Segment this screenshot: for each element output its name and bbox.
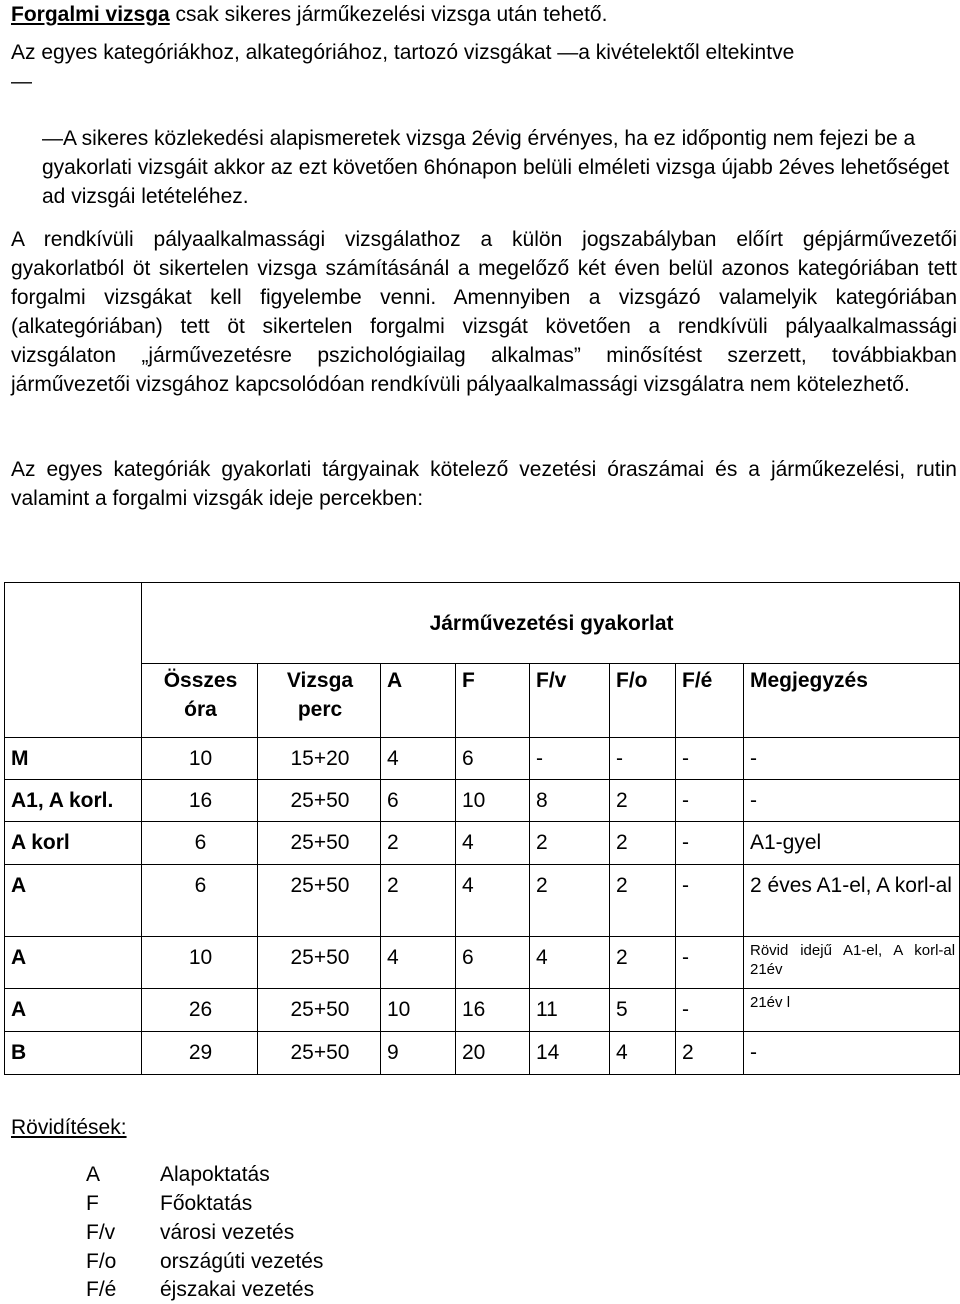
abbreviations-title: Rövidítések:: [11, 1116, 127, 1139]
hours-paragraph: Az egyes kategóriák gyakorlati tárgyainak kötelező vezetési óraszámai és a járműkezelési, rutin valamint a forgalmi vizsgák ideje percekben:: [11, 458, 957, 510]
abbr-meaning: éjszakai vezetés: [160, 1278, 315, 1301]
row-f: 10: [456, 780, 530, 822]
row-exam: 25+50: [258, 865, 381, 937]
abbr-meaning: Alapoktatás: [160, 1163, 270, 1186]
row-total: 10: [142, 937, 258, 989]
row-note: 21év l: [744, 989, 960, 1032]
row-exam: 25+50: [258, 822, 381, 865]
driving-practice-table: [4, 582, 960, 1075]
row-exam: 15+20: [258, 738, 381, 780]
header-total-hours: Összes óra: [142, 664, 258, 738]
row-a: 4: [381, 738, 456, 780]
special-exam-paragraph: A rendkívüli pályaalkalmassági vizsgálathoz a külön jogszabályban előírt gépjárművezetői gyakorlatból öt sikertelen vizsga számításánál a megelőző két éven belül azonos kategóriában tett forgalmi vizsgákat kell figyelembe venni. Amennyiben a vizsgázó valamelyik kategóriában (alkategóriában) tett öt sikertelen forgalmi vizsgát követően a rendkívüli pályaalkalmassági vizsgálaton „járművezetésre pszichológiailag alkalmas” minősítést szerzett, továbbiakban járművezetői vizsgához kapcsolódóan rendkívüli pályaalkalmassági vizsgálatra nem kötelezhető.: [11, 228, 957, 396]
row-f: 16: [456, 989, 530, 1032]
row-note: Rövid idejű A1-el, A korl-al 21év: [744, 937, 960, 989]
row-category: A korl: [5, 822, 142, 865]
header-fv: F/v: [530, 664, 610, 738]
row-fv: 11: [530, 989, 610, 1032]
row-total: 26: [142, 989, 258, 1032]
row-fv: -: [530, 738, 610, 780]
table-row: [5, 780, 960, 822]
row-f: 6: [456, 738, 530, 780]
row-a: 2: [381, 822, 456, 865]
row-fo: -: [610, 738, 676, 780]
row-fv: 14: [530, 1032, 610, 1075]
row-category: A: [5, 989, 142, 1032]
row-fe: -: [676, 865, 744, 937]
row-a: 9: [381, 1032, 456, 1075]
row-fe: -: [676, 738, 744, 780]
row-a: 2: [381, 865, 456, 937]
abbr-meaning: városi vezetés: [160, 1221, 295, 1244]
row-exam: 25+50: [258, 1032, 381, 1075]
row-category: M: [5, 738, 142, 780]
row-fv: 4: [530, 937, 610, 989]
row-a: 4: [381, 937, 456, 989]
row-fv: 8: [530, 780, 610, 822]
row-fv: 2: [530, 822, 610, 865]
row-category: B: [5, 1032, 142, 1075]
header-a: A: [381, 664, 456, 738]
table-corner-cell: [5, 583, 142, 664]
abbr-code: F/o: [86, 1250, 117, 1273]
forgalmi-vizsga-link[interactable]: Forgalmi vizsga: [11, 3, 170, 26]
row-fo: 2: [610, 865, 676, 937]
abbreviation-item: [86, 1247, 323, 1276]
row-note: A1-gyel: [744, 822, 960, 865]
table-row: [5, 865, 960, 937]
header-category: [5, 664, 142, 738]
row-fo: 4: [610, 1032, 676, 1075]
row-fe: -: [676, 937, 744, 989]
row-fo: 2: [610, 937, 676, 989]
bullet-paragraph: —A sikeres közlekedési alapismeretek vizsga 2évig érvényes, ha ez időpontig nem fejezi be a gyakorlati vizsgáit akkor az ezt követően 6hónapon belüli elméleti vizsga újabb 2éves lehetőséget ad vizsgái letételéhez.: [42, 127, 950, 208]
row-note: -: [744, 780, 960, 822]
row-exam: 25+50: [258, 989, 381, 1032]
row-f: 20: [456, 1032, 530, 1075]
row-category: A1, A korl.: [5, 780, 142, 822]
row-a: 6: [381, 780, 456, 822]
row-note: -: [744, 738, 960, 780]
row-a: 10: [381, 989, 456, 1032]
abbr-code: F/v: [86, 1221, 116, 1244]
row-fo: 5: [610, 989, 676, 1032]
table-row: [5, 822, 960, 865]
table-header-row: [5, 664, 960, 738]
row-total: 10: [142, 738, 258, 780]
row-note: 2 éves A1-el, A korl-al: [744, 865, 960, 937]
header-fe: F/é: [676, 664, 744, 738]
intro-line-2-dash: —: [11, 70, 32, 93]
table-title-row: [5, 583, 960, 664]
table-row: [5, 738, 960, 780]
row-total: 6: [142, 822, 258, 865]
row-fe: -: [676, 780, 744, 822]
intro-line-2: Az egyes kategóriákhoz, alkategóriához, tartozó vizsgákat —a kivételektől eltekintve: [11, 41, 795, 64]
row-total: 6: [142, 865, 258, 937]
abbr-code: F: [86, 1192, 99, 1215]
table-title: Járművezetési gyakorlat: [142, 583, 960, 664]
abbr-meaning: Főoktatás: [160, 1192, 253, 1215]
intro-line-1: [11, 0, 957, 29]
header-fo: F/o: [610, 664, 676, 738]
row-fe: 2: [676, 1032, 744, 1075]
abbr-code: A: [86, 1163, 101, 1186]
row-category: A: [5, 865, 142, 937]
row-f: 4: [456, 822, 530, 865]
row-fe: -: [676, 989, 744, 1032]
row-fo: 2: [610, 780, 676, 822]
abbreviation-item: [86, 1189, 252, 1218]
row-fv: 2: [530, 865, 610, 937]
abbreviation-item: [86, 1275, 314, 1304]
row-category: A: [5, 937, 142, 989]
table-row: [5, 989, 960, 1032]
table-row: [5, 1032, 960, 1075]
header-exam-minutes: Vizsga perc: [258, 664, 381, 738]
abbreviation-item: [86, 1160, 270, 1189]
row-fo: 2: [610, 822, 676, 865]
row-note: -: [744, 1032, 960, 1075]
row-fe: -: [676, 822, 744, 865]
row-total: 16: [142, 780, 258, 822]
abbr-code: F/é: [86, 1278, 117, 1301]
abbreviation-item: [86, 1218, 294, 1247]
intro-line-1-text: csak sikeres járműkezelési vizsga után tehető.: [169, 3, 608, 26]
row-exam: 25+50: [258, 780, 381, 822]
row-total: 29: [142, 1032, 258, 1075]
table-row: [5, 937, 960, 989]
row-exam: 25+50: [258, 937, 381, 989]
header-note: Megjegyzés: [744, 664, 960, 738]
abbr-meaning: országúti vezetés: [160, 1250, 324, 1273]
row-f: 6: [456, 937, 530, 989]
row-f: 4: [456, 865, 530, 937]
header-f: F: [456, 664, 530, 738]
